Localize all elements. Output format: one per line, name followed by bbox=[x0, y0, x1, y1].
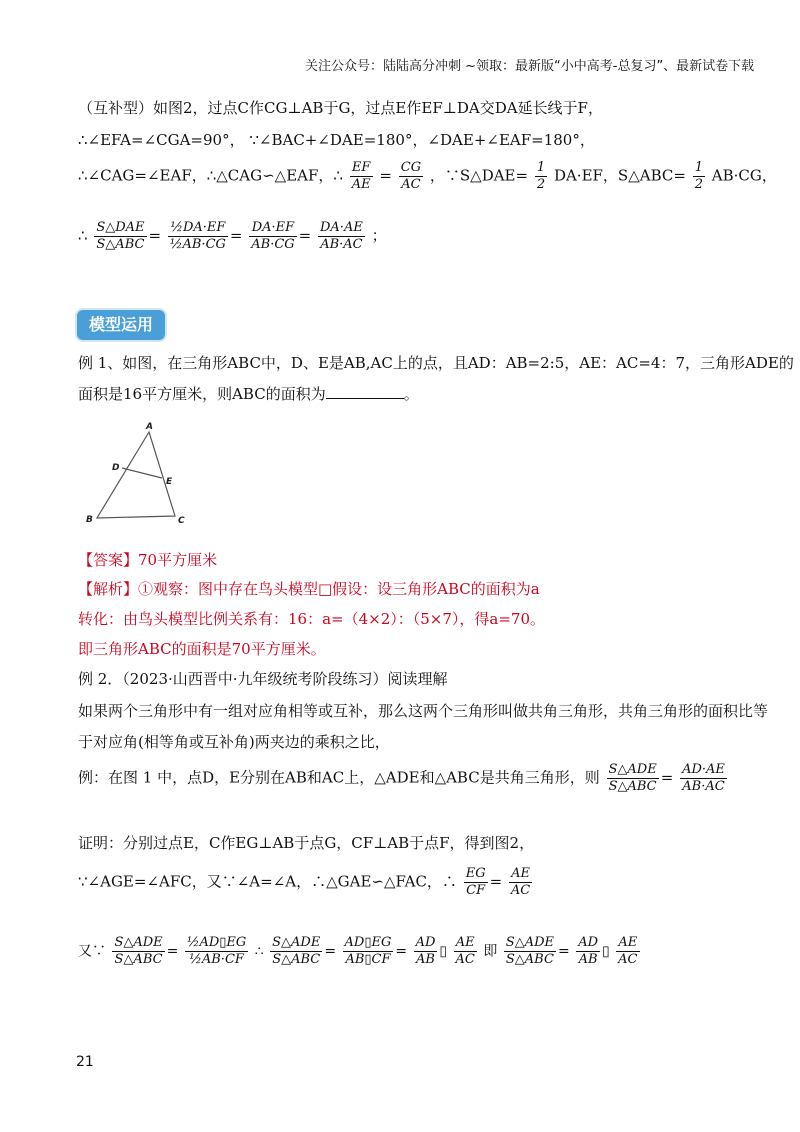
numerator: AE bbox=[454, 935, 477, 952]
numerator: AD bbox=[415, 935, 436, 950]
denominator: AB·AC bbox=[682, 779, 725, 794]
example1-line-2 bbox=[78, 383, 419, 404]
example1-line-1: 例 1、如图，在三角形ABC中，D、E是AB,AC上的点，且AD：AB=2:5，AE：AC=4：7，三角形ADE的 bbox=[78, 354, 794, 372]
example2-line-4: 例：在图 1 中，点D，E分别在AB和AC上，△ADE和△ABC是共角三角形，则 $\frac{\text{S△ADE}}{\text{S△ABC}}$ = $\frac{AD\cdot AE}{AB\cdot AC}$ bbox=[78, 762, 725, 794]
example2-line-2: 如果两个三角形中有一组对应角相等或互补，那么这两个三角形叫做共角三角形，共角三角形的面积比等 bbox=[78, 702, 769, 720]
denominator: CF bbox=[466, 883, 486, 898]
denominator: S△ABC bbox=[272, 952, 321, 967]
segment-de bbox=[122, 468, 162, 478]
numerator: DA·AE bbox=[320, 220, 363, 235]
denominator: AB bbox=[416, 952, 435, 967]
area-ratio bbox=[94, 220, 146, 253]
area-ratio bbox=[504, 935, 556, 968]
fraction bbox=[399, 160, 423, 193]
denominator: AE bbox=[351, 177, 371, 192]
text: DA·EF，S△ABC= bbox=[553, 166, 686, 185]
text: ∵∠AGE=∠AFC，又∵∠A=∠A，∴△GAE∽△FAC，∴ bbox=[78, 872, 457, 891]
denominator: 2 bbox=[536, 177, 546, 192]
text: AB·CG， bbox=[711, 166, 777, 185]
numerator: S△ADE bbox=[272, 935, 321, 950]
denominator: AB▯CF bbox=[345, 952, 391, 967]
fraction bbox=[535, 160, 547, 193]
example2-line-7: 又∵ $\frac{\text{S△ADE}}{\text{S△ABC}}$ = $\frac{\text{½AD▯EG}}{\text{½AB·CF}}$ ∴ $\frac{\text{S△ADE}}{\text{S△ABC}}$ = $\frac{AD▯EG}{AB▯CF}$ = $\frac{AD}{AB}$ ▯ $\frac{AE}{AC}$ 即 $\frac{\text{S△ADE}}{\text{S△ABC}}$ = $\frac{AD}{AB}$ ▯ $\frac{AE}{AC}$ bbox=[78, 935, 638, 967]
label-d: D bbox=[112, 463, 120, 473]
fraction bbox=[318, 220, 365, 253]
numerator: S△ADE bbox=[608, 762, 657, 777]
text: 面积是16平方厘米，则ABC的面积为 bbox=[78, 385, 326, 403]
therefore: ∴ bbox=[254, 943, 264, 960]
text: 即 bbox=[483, 943, 498, 960]
text: ，∵S△DAE= bbox=[429, 166, 529, 185]
label-b: B bbox=[86, 515, 93, 525]
example1-answer: 【答案】70平方厘米 bbox=[78, 551, 218, 569]
page-header: 关注公众号：陆陆高分冲刺 ~领取：最新版“小中高考-总复习”、最新试卷下载 bbox=[305, 59, 755, 74]
numerator: ½DA·EF bbox=[168, 220, 228, 237]
fraction bbox=[509, 866, 532, 899]
fraction bbox=[454, 935, 477, 968]
example2-line-3: 于对应角(相等角或互补角)两夹边的乘积之比， bbox=[78, 733, 390, 751]
denominator: S△ABC bbox=[114, 952, 163, 967]
area-ratio bbox=[607, 762, 659, 795]
denominator: 2 bbox=[694, 177, 703, 192]
numerator: DA·EF bbox=[249, 220, 296, 237]
triangle-abc bbox=[97, 432, 175, 518]
complementary-type-line-1: （互补型）如图2，过点C作CG⊥AB于G，过点E作EF⊥DA交DA延长线于F， bbox=[78, 99, 603, 117]
numerator: S△DAE bbox=[96, 220, 145, 235]
denominator: S△ABC bbox=[608, 779, 657, 794]
denominator: S△ABC bbox=[96, 237, 145, 252]
fraction bbox=[185, 935, 248, 968]
numerator: 1 bbox=[536, 160, 546, 175]
numerator: AE bbox=[616, 935, 639, 952]
denominator: ½AB·CG bbox=[169, 237, 226, 252]
complementary-type-line-2: ∴∠EFA=∠CGA=90°， ∵∠BAC+∠DAE=180°，∠DAE+∠EAF=180°， bbox=[78, 131, 595, 149]
example2-line-6: ∵∠AGE=∠AFC，又∵∠A=∠A，∴△GAE∽△FAC，∴ $\frac{EG}{CF}$ = $\frac{AE}{AC}$ bbox=[78, 866, 531, 898]
denominator: AC bbox=[455, 952, 475, 967]
numerator: AD bbox=[578, 935, 599, 950]
semicolon: ； bbox=[371, 226, 387, 245]
example1-analysis-1: 【解析】①观察：图中存在鸟头模型□假设：设三角形ABC的面积为a bbox=[78, 580, 540, 598]
numerator: S△ADE bbox=[505, 935, 555, 950]
fraction bbox=[693, 160, 705, 193]
denominator: ½AB·CF bbox=[189, 952, 244, 967]
label-a: A bbox=[146, 422, 153, 432]
label-e: E bbox=[166, 477, 173, 487]
numerator: 1 bbox=[694, 160, 703, 175]
fraction bbox=[249, 220, 296, 253]
page-number: 21 bbox=[76, 1054, 94, 1070]
fraction bbox=[168, 220, 228, 253]
fraction bbox=[350, 160, 373, 193]
equals: = bbox=[379, 166, 392, 185]
label-c: C bbox=[178, 516, 185, 526]
fraction bbox=[616, 935, 639, 968]
model-application-badge: 模型运用 bbox=[77, 310, 165, 340]
example2-line-1: 例 2．（2023·山西晋中·九年级统考阶段练习）阅读理解 bbox=[78, 670, 448, 688]
answer-blank bbox=[326, 384, 404, 399]
numerator: S△ADE bbox=[114, 935, 163, 950]
complementary-type-line-3 bbox=[78, 160, 777, 193]
example1-analysis-3: 即三角形ABC的面积是70平方厘米。 bbox=[78, 640, 326, 658]
fraction bbox=[464, 866, 488, 899]
numerator: CG bbox=[400, 160, 422, 175]
numerator: AE bbox=[509, 866, 532, 883]
numerator: EG bbox=[465, 866, 486, 881]
triangle-figure bbox=[82, 418, 192, 530]
text: 。 bbox=[403, 385, 419, 403]
denominator: AB·CG bbox=[251, 237, 295, 252]
numerator: AD▯EG bbox=[344, 935, 392, 950]
denominator: S△ABC bbox=[505, 952, 554, 967]
fraction bbox=[414, 935, 438, 968]
therefore: ∴ bbox=[78, 226, 88, 245]
denominator: AC bbox=[510, 883, 531, 898]
numerator: AD·AE bbox=[682, 762, 725, 777]
fraction bbox=[680, 762, 727, 795]
complementary-type-line-4: ∴ $\frac{\text{S△DAE}}{\text{S△ABC}}$ = $\frac{\text{½DA·EF}}{\text{½AB·CG}}$ = $\frac{DA\cdot EF}{AB\cdot CG}$ = $\frac{DA\cdot AE}{AB\cdot AC}$ ； bbox=[78, 220, 387, 252]
denominator: AB·AC bbox=[320, 237, 363, 252]
denominator: AC bbox=[618, 952, 638, 967]
fraction bbox=[343, 935, 394, 968]
example2-line-5: 证明：分别过点E，C作EG⊥AB于点G，CF⊥AB于点F，得到图2， bbox=[78, 834, 535, 852]
denominator: AB bbox=[578, 952, 598, 967]
area-ratio bbox=[270, 935, 322, 968]
fraction bbox=[576, 935, 600, 968]
numerator: ½AD▯EG bbox=[186, 935, 247, 950]
denominator: AC bbox=[401, 177, 421, 192]
example1-analysis-2: 转化：由鸟头模型比例关系有：16：a=（4×2）：（5×7），得a=70。 bbox=[78, 610, 546, 628]
text: ∴∠CAG=∠EAF，∴△CAG∽△EAF，∴ bbox=[78, 166, 343, 185]
text: 例：在图 1 中，点D，E分别在AB和AC上，△ADE和△ABC是共角三角形，则 bbox=[78, 768, 600, 787]
area-ratio bbox=[112, 935, 164, 968]
text: 又∵ bbox=[78, 943, 106, 960]
numerator: EF bbox=[350, 160, 373, 177]
